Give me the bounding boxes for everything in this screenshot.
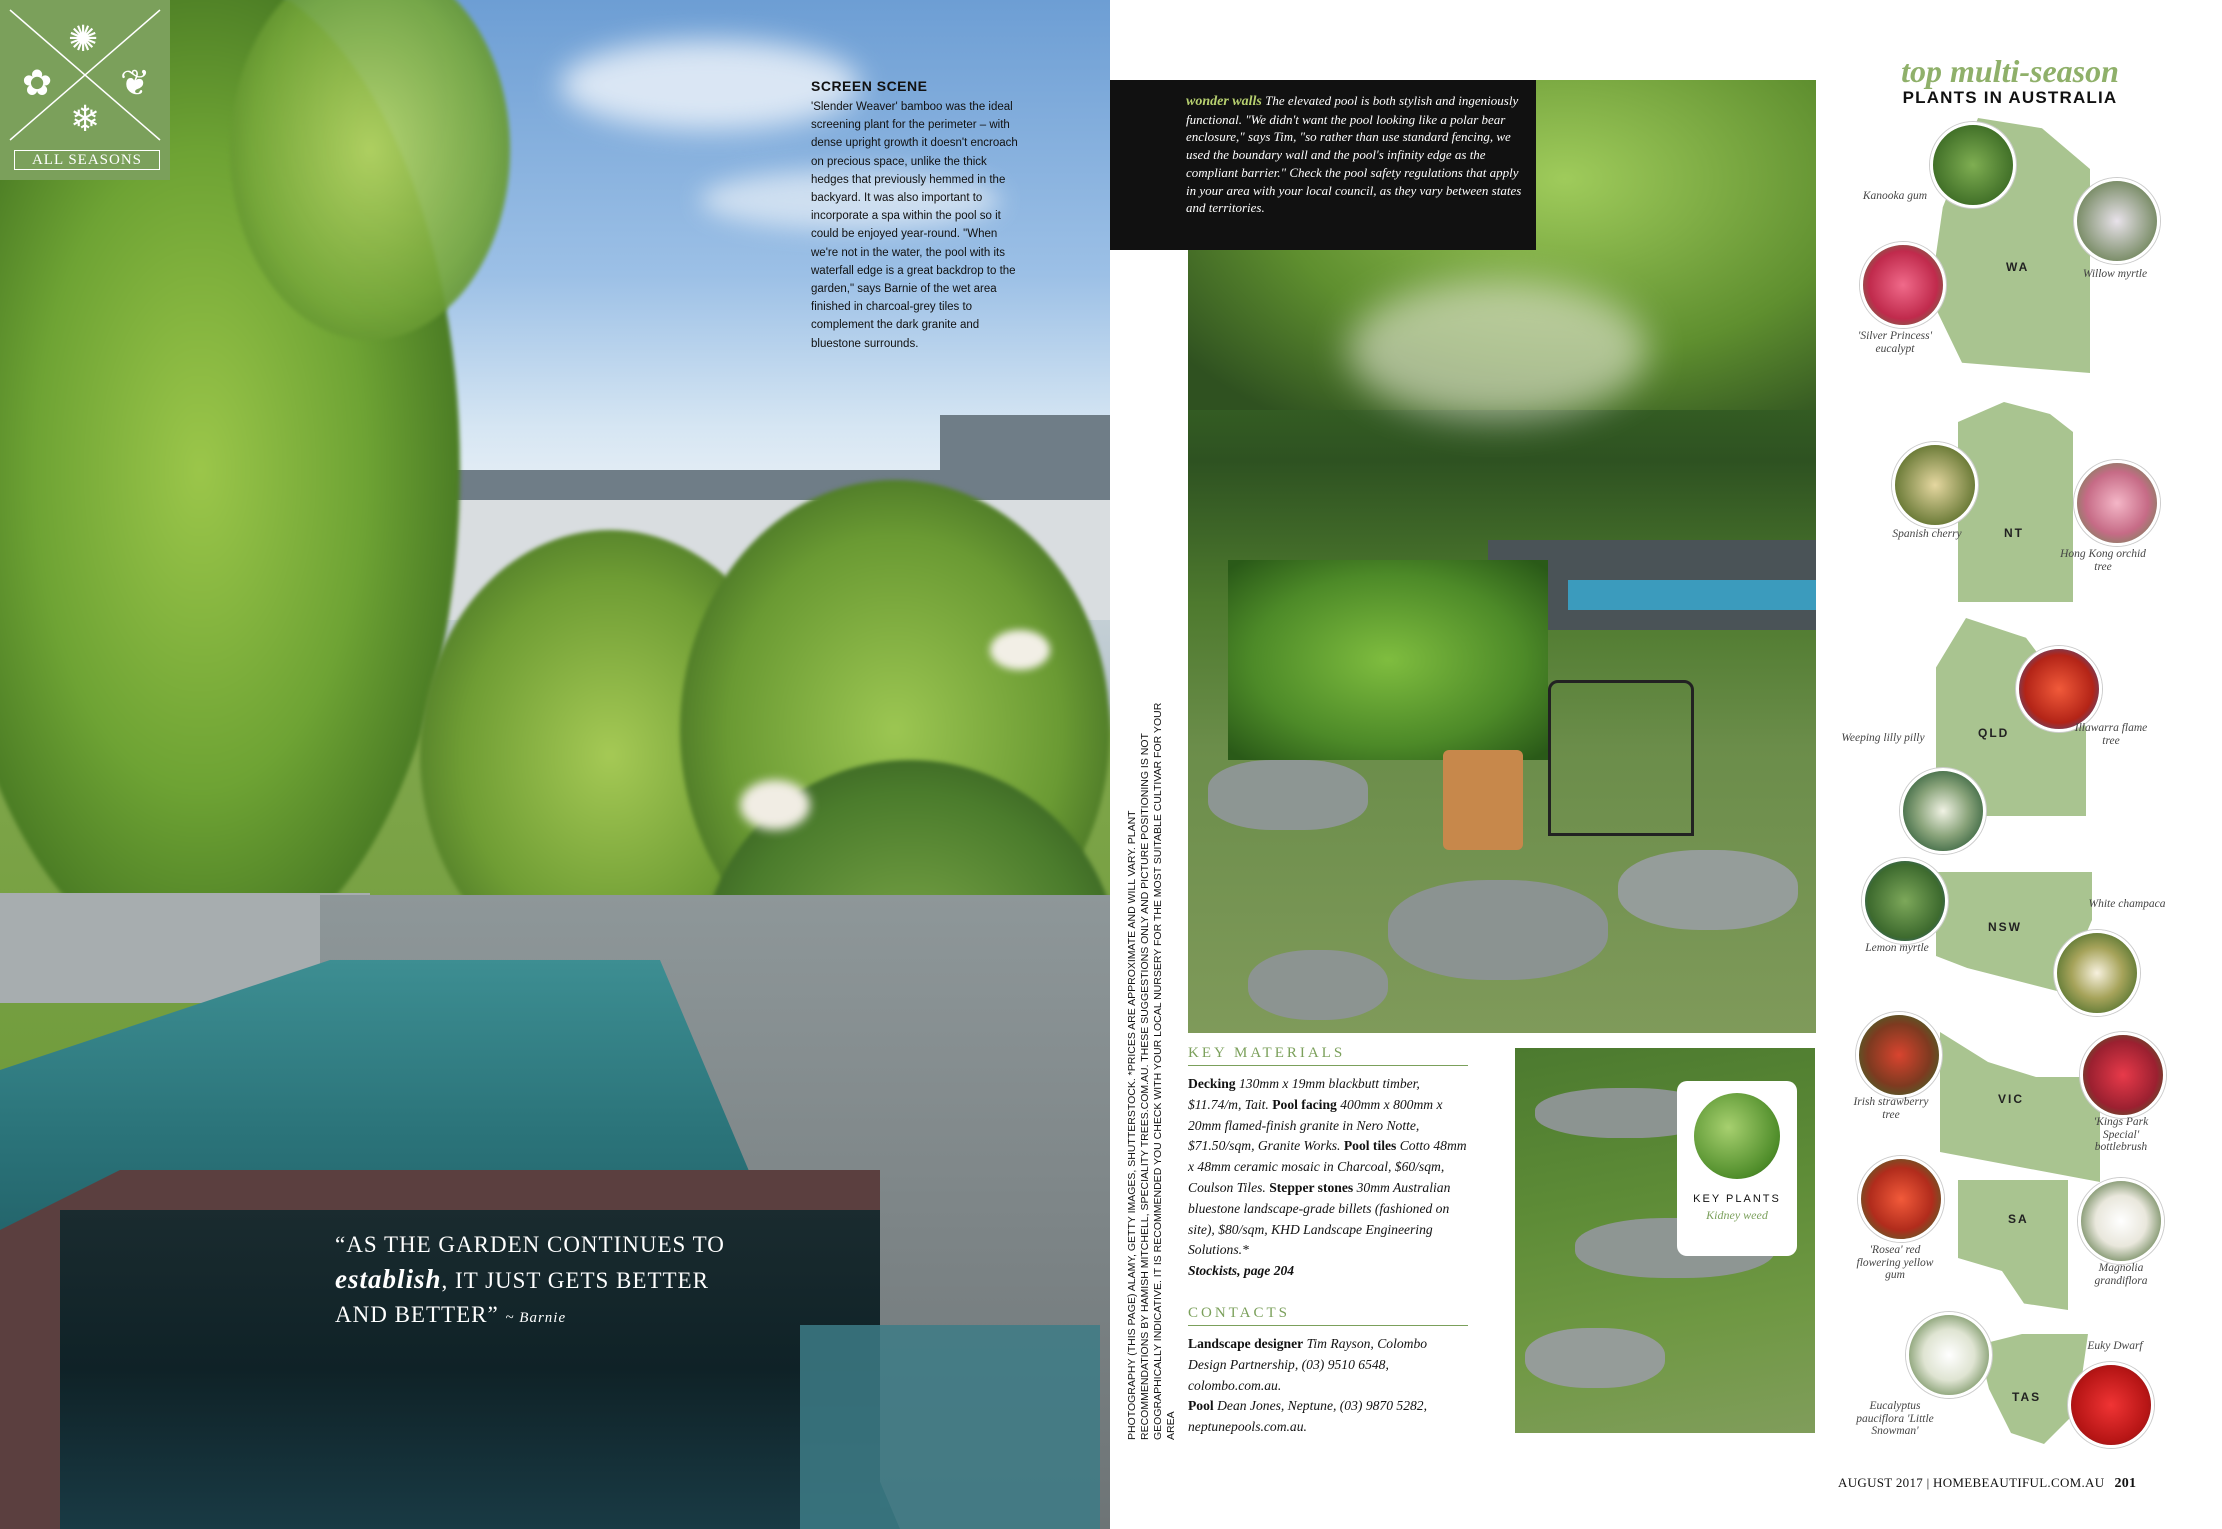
material-desc: 400mm x 800mm x 20mm flamed-finish granite in Nero Notte, $71.50/sqm, Granite Works. <box>1188 1096 1443 1154</box>
quote-text-end: , IT JUST GETS BETTER AND BETTER” <box>335 1268 709 1327</box>
section-heading: CONTACTS <box>1188 1305 1468 1326</box>
kidney-weed-image <box>1694 1093 1780 1179</box>
sun-icon: ✺ <box>68 18 99 59</box>
page-footer <box>1838 1475 2136 1492</box>
key-plant-name: Kidney weed <box>1706 1208 1768 1222</box>
state-label: NSW <box>1988 920 2022 934</box>
quote-attribution: ~ Barnie <box>505 1310 567 1326</box>
state-label: TAS <box>2012 1390 2042 1404</box>
plant-photo-magnolia-grandiflora <box>2078 1178 2164 1264</box>
material-desc: 130mm x 19mm blackbutt timber, $11.74/m, Tait. <box>1188 1076 1420 1112</box>
contact-role: Landscape designer <box>1188 1336 1304 1351</box>
plants-feature-title <box>1850 54 2170 108</box>
plant-photo-illawarra-flame-tree <box>2016 646 2102 732</box>
key-plants-card <box>1677 1081 1797 1256</box>
plant-photo-eucalyptus-pauciflora-little-snowman <box>1906 1312 1992 1398</box>
page-number: 201 <box>2114 1476 2137 1491</box>
material-name: Decking <box>1188 1076 1236 1091</box>
state-map-sa <box>1958 1180 2068 1310</box>
issue-and-site: AUGUST 2017 | HOMEBEAUTIFUL.COM.AU <box>1838 1475 2105 1490</box>
material-desc: Cotto 48mm x 48mm ceramic mosaic in Charcoal, $60/sqm, Coulson Tiles. <box>1188 1138 1467 1195</box>
contact-role: Pool <box>1188 1398 1214 1414</box>
plant-photo-rosea-red-flowering-yellow-gum <box>1858 1156 1944 1242</box>
plant-photo-hong-kong-orchid-tree <box>2074 460 2160 546</box>
photo-credit: PHOTOGRAPHY (THIS PAGE) ALAMY, GETTY IMAGES, SHUTTERSTOCK. *PRICES ARE APPROXIMATE AND WILL VARY. PLANT RECOMMENDATIONS BY HAMISH MITCHELL, SPECIALITY TREES.COM.AU. THESE SUGGESTIONS ONLY AND PICTURE POSITIONING IS NOT GEOGRAPHICALLY INDICATIVE. IT IS RECOMMENDED YOU CHECK WITH YOUR LOCAL NURSERY FOR THE MOST SUITABLE CULTIVAR FOR YOUR AREA <box>1126 702 1177 1440</box>
state-label: VIC <box>1998 1092 2025 1106</box>
plant-name: Weeping lilly pilly <box>1841 732 1925 744</box>
wire-chair <box>1548 680 1694 836</box>
material-name: Stepper stones <box>1269 1179 1354 1195</box>
state-label: WA <box>2006 260 2030 274</box>
plant-name: Hong Kong orchid tree <box>2060 548 2146 573</box>
section-heading: KEY MATERIALS <box>1188 1045 1468 1066</box>
plant-photo-spanish-cherry <box>1892 442 1978 528</box>
caption-body: 'Slender Weaver' bamboo was the ideal screening plant for the perimeter – with dense upright growth it doesn't encroach on precious space, unlike the thick hedges that previously hemmed in the backyard. It was also important to incorporate a spa within the pool so it could be enjoyed year-round. "When we're not in the water, the pool with its waterfall edge is a great backdrop to the garden," says Barnie of the wet area finished in charcoal-grey tiles to complement the dark granite and bluestone surrounds. <box>811 101 1018 350</box>
all-seasons-label: ALL SEASONS <box>14 150 160 170</box>
state-label: NT <box>2004 526 2024 540</box>
plant-photo-euky-dwarf <box>2068 1362 2154 1448</box>
contact-details: Dean Jones, Neptune, (03) 9870 5282, neptunepools.com.au. <box>1188 1398 1428 1435</box>
spa-step <box>800 1325 1100 1529</box>
plant-name: 'Kings Park Special' bottlebrush <box>2093 1116 2149 1153</box>
plant-photo-silver-princess-eucalypt <box>1860 242 1946 328</box>
timber-stool <box>1443 750 1523 850</box>
leaf-icon: ❦ <box>120 62 151 103</box>
plant-name: Euky Dwarf <box>2087 1340 2143 1352</box>
material-name: Pool tiles <box>1343 1138 1397 1154</box>
plant-name: Willow myrtle <box>2082 268 2148 280</box>
feature-subtitle: PLANTS IN AUSTRALIA <box>1902 88 2118 107</box>
plant-name: Spanish cherry <box>1892 528 1962 540</box>
contact-details: Tim Rayson, Colombo Design Partnership, (03) 9510 6548, colombo.com.au. <box>1188 1336 1428 1393</box>
plant-photo-lemon-myrtle <box>1862 858 1948 944</box>
pull-quote <box>335 1228 755 1335</box>
plant-photo-weeping-lilly-pilly <box>1900 768 1986 854</box>
material-name: Pool facing <box>1272 1096 1337 1112</box>
caption-lead: wonder walls <box>1186 94 1262 109</box>
all-seasons-badge <box>0 0 170 180</box>
caption-heading: SCREEN SCENE <box>811 78 928 94</box>
contacts-section <box>1188 1305 1468 1438</box>
flower-icon: ✿ <box>22 62 53 103</box>
plant-name: Eucalyptus pauciflora 'Little Snowman' <box>1856 1400 1934 1437</box>
plant-name: White champaca <box>2088 898 2166 910</box>
wonder-walls-caption <box>1110 80 1536 250</box>
caption-text: The elevated pool is both stylish and ingeniously functional. "We didn't want the pool looking like a polar bear enclosure," says Tim, "so rather than use standard fencing, we used the boundary wall and the pool's infinity edge as the compliant barrier." Check the pool safety regulations that apply in your area with your local council, as they vary between states and territories. <box>1186 93 1522 216</box>
material-desc: 30mm Australian bluestone landscape-grade billets (fashioned on site), $80/sqm, KHD Landscape Engineering Solutions.* <box>1188 1179 1451 1258</box>
quote-text-start: “AS THE GARDEN CONTINUES TO <box>335 1232 725 1257</box>
plant-photo-white-champaca <box>2054 930 2140 1016</box>
key-plants-heading: KEY PLANTS <box>1693 1193 1781 1205</box>
snowflake-icon: ❄ <box>70 98 101 139</box>
state-label: QLD <box>1978 726 2010 740</box>
screen-scene-caption <box>811 78 1026 353</box>
quote-script-word: establish <box>335 1264 442 1294</box>
plant-photo-willow-myrtle <box>2074 178 2160 264</box>
plant-photo-irish-strawberry-tree <box>1856 1012 1942 1098</box>
plant-name: Illawarra flame tree <box>2074 722 2148 747</box>
state-map-vic <box>1940 1032 2100 1182</box>
plant-name: 'Silver Princess' eucalypt <box>1857 330 1933 355</box>
state-label: SA <box>2008 1212 2029 1226</box>
plant-photo-kings-park-special-bottlebrush <box>2080 1032 2166 1118</box>
plant-name: Magnolia grandiflora <box>2094 1262 2148 1287</box>
plant-photo-kanooka-gum <box>1930 122 2016 208</box>
plant-name: Irish strawberry tree <box>1853 1096 1929 1121</box>
state-map-nt <box>1958 402 2073 602</box>
plant-name: Lemon myrtle <box>1865 942 1929 954</box>
plant-name: Kanooka gum <box>1862 190 1928 202</box>
feature-script-title: top multi-season <box>1901 53 2119 89</box>
stockists-link: Stockists, page 204 <box>1188 1263 1295 1279</box>
plant-name: 'Rosea' red flowering yellow gum <box>1856 1244 1934 1281</box>
key-materials-section <box>1188 1045 1468 1282</box>
